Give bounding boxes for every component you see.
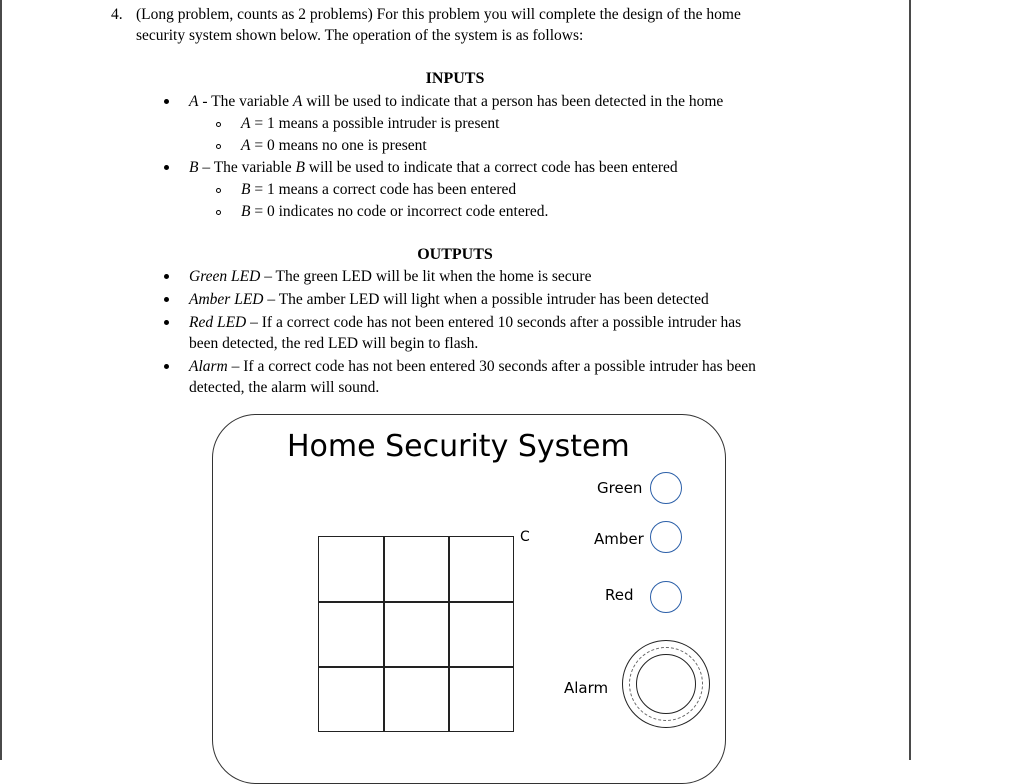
intro-line-1: (Long problem, counts as 2 problems) For this problem you will complete the design of the home — [136, 6, 741, 23]
text: will be used to indicate that a person has been detected in the home — [302, 93, 724, 110]
input-b-value-0 — [241, 203, 548, 221]
output-amber-description — [189, 291, 709, 309]
output-red-description-cont: been detected, the red LED will begin to flash. — [189, 335, 479, 352]
red-led — [650, 581, 682, 613]
page-right-border — [909, 0, 911, 760]
text: – The green LED will be lit when the home is secure — [260, 268, 592, 285]
output-name: Alarm — [189, 358, 228, 375]
green-label: Green — [597, 479, 643, 497]
amber-label: Amber — [594, 530, 644, 548]
alarm-label: Alarm — [564, 679, 609, 697]
text: – The variable — [198, 159, 296, 176]
input-a-value-1 — [241, 115, 499, 133]
keypad[interactable] — [318, 536, 514, 732]
output-alarm-description — [189, 358, 756, 376]
amber-led — [650, 521, 682, 553]
intro-line-2: security system shown below. The operation of the system is as follows: — [136, 27, 584, 44]
inputs-heading: INPUTS — [425, 70, 485, 87]
var: B — [241, 181, 251, 198]
var: A — [241, 137, 251, 154]
var-a: A — [189, 93, 199, 110]
green-led — [650, 472, 682, 504]
text: = 0 means no one is present — [250, 137, 427, 154]
text: – The amber LED will light when a possible intruder has been detected — [263, 291, 709, 308]
input-b-description — [189, 159, 678, 177]
bullet — [164, 364, 169, 369]
output-name: Amber LED — [189, 291, 264, 308]
text: = 1 means a possible intruder is present — [250, 115, 500, 132]
outputs-heading: OUTPUTS — [417, 246, 493, 263]
sub-bullet — [216, 188, 221, 193]
output-green-description — [189, 268, 591, 286]
keypad-divider — [383, 537, 385, 731]
keypad-label: C — [520, 529, 530, 545]
keypad-divider — [448, 537, 450, 731]
text: - The variable — [198, 93, 293, 110]
output-alarm-description-cont: detected, the alarm will sound. — [189, 379, 380, 396]
output-name: Green LED — [189, 268, 261, 285]
text: – If a correct code has not been entered 10 seconds after a possible intruder has — [246, 314, 742, 331]
alarm-speaker-center — [636, 654, 696, 714]
sub-bullet — [216, 122, 221, 127]
text: = 0 indicates no code or incorrect code entered. — [250, 203, 549, 220]
text: – If a correct code has not been entered 30 seconds after a possible intruder has been — [227, 358, 756, 375]
var: A — [241, 115, 251, 132]
bullet — [164, 99, 169, 104]
output-name: Red LED — [189, 314, 247, 331]
panel-title: Home Security System — [287, 429, 630, 464]
input-a-description — [189, 93, 723, 111]
bullet — [164, 297, 169, 302]
sub-bullet — [216, 210, 221, 215]
bullet — [164, 274, 169, 279]
sub-bullet — [216, 144, 221, 149]
var: B — [241, 203, 251, 220]
input-b-value-1 — [241, 181, 516, 199]
page-left-border — [0, 0, 2, 760]
keypad-divider — [319, 666, 513, 668]
keypad-divider — [319, 601, 513, 603]
output-red-description — [189, 314, 741, 332]
red-label: Red — [605, 586, 634, 604]
text: = 1 means a correct code has been entered — [250, 181, 517, 198]
text: will be used to indicate that a correct code has been entered — [304, 159, 678, 176]
bullet — [164, 165, 169, 170]
problem-number: 4. — [111, 6, 123, 23]
input-a-value-0 — [241, 137, 427, 155]
var-a-inline: A — [292, 93, 303, 110]
bullet — [164, 320, 169, 325]
var-b: B — [189, 159, 199, 176]
var-b-inline: B — [295, 159, 305, 176]
